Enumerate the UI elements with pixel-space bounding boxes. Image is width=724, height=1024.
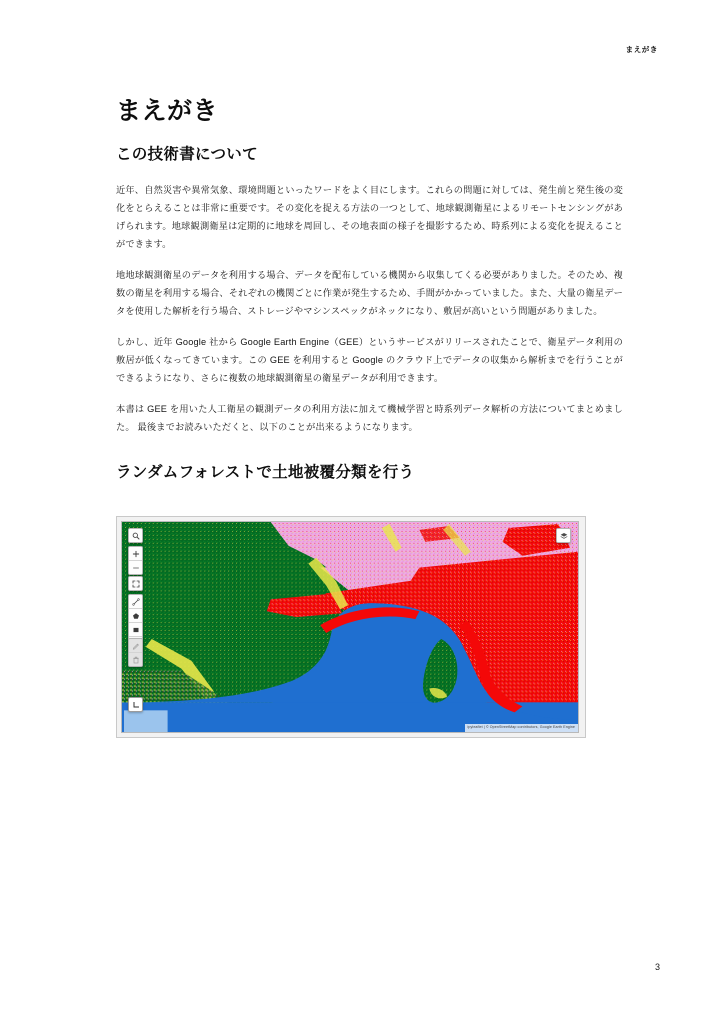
polyline-icon[interactable] [129,595,142,609]
map-fullscreen-control[interactable] [128,576,143,591]
edit-icon[interactable] [129,639,142,653]
layers-icon[interactable] [557,529,570,542]
paragraph-2: 地地球観測衛星のデータを利用する場合、データを配布している機関から収集してくる必要がありました。そのため、複数の衛星を利用する場合、それぞれの機関ごとに作業が発生するため、手間がかかっていました。また、大量の衛星データを使用した解析を行う場合、ストレージやマシンスペックがネックになり、敷居が高いという問題がありました。 [116,270,623,317]
fullscreen-icon[interactable] [129,577,142,590]
map-scale-badge[interactable] [128,697,143,712]
section-heading-random-forest: ランダムフォレストで土地被覆分類を行う [116,463,415,481]
rectangle-icon[interactable] [129,623,142,637]
paragraph-4: 本書は GEE を用いた人工衛星の観測データの利用方法に加えて機械学習と時系列データ解析の方法についてまとめました。 最後までお読みいただくと、以下のことが出来るようになります。 [116,403,623,432]
map-frame[interactable] [121,521,579,733]
zoom-out-icon[interactable] [129,561,142,574]
map-zoom-control[interactable] [128,546,143,575]
search-icon[interactable] [129,529,142,542]
trash-icon[interactable] [129,653,142,666]
running-header: まえがき [625,45,658,54]
paragraph-1: 近年、自然災害や異常気象、環境問題といったワードをよく目にします。これらの問題に対しては、発生前と発生後の変化をとらえることは非常に重要です。その変化を捉える方法の一つとして、地球観測衛星によるリモートセンシングがあげられます。地球観測衛星は定期的に地球を周回し、その地表面の様子を撮影するため、時系列による変化を捉えることができます。 [116,185,623,250]
map-layers-control[interactable] [556,528,571,543]
landcover-map-image [122,522,578,732]
paragraph-3: しかし、近年 Google 社から Google Earth Engine（GEE）というサービスがリリースされたことで、衛星データ利用の敷居が低くなってきています。この GEE を利用すると Google のクラウド上でデータの収集から解析までを行うことができるようになり、さらに複数の地球観測衛星の衛星データが利用できます。 [116,336,623,383]
page-title: まえがき [116,97,219,125]
map-attribution: ipyleaflet | © OpenStreetMap contributors, Google Earth Engine [465,724,578,732]
polygon-icon[interactable] [129,609,142,623]
zoom-in-icon[interactable] [129,547,142,561]
content-column [116,96,623,497]
map-edit-control[interactable] [128,638,143,667]
map-search-control[interactable] [128,528,143,543]
figure-landcover-map [116,516,586,738]
section-heading-about: この技術書について [116,146,258,164]
page-number: 3 [654,962,660,972]
